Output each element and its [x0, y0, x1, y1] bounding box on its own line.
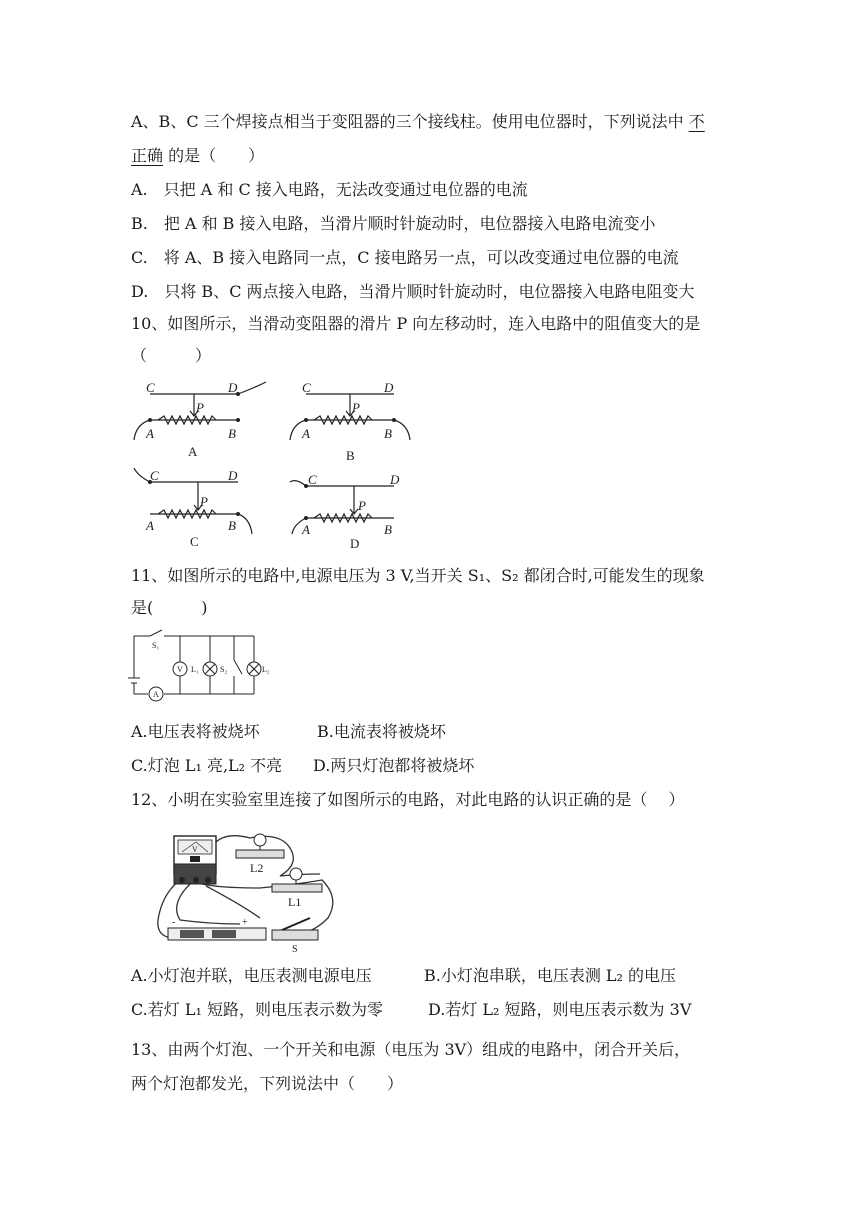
q11-circuit-diagram — [126, 626, 270, 706]
q10-label-d: D — [228, 468, 238, 483]
q11-label-v: V — [177, 665, 183, 674]
q10-label-c: C — [302, 380, 311, 395]
q9-option-b: B. 把 A 和 B 接入电路，当滑片顺时针旋动时，电位器接入电路电流变小 — [131, 214, 656, 233]
q10-label-p: P — [352, 400, 360, 415]
q10-label-d: D — [228, 380, 238, 395]
q9-stem-line1: A、B、C 三个焊接点相当于变阻器的三个接线柱。使用电位器时，下列说法中 不 — [131, 112, 705, 131]
q10-rheostat-figure — [128, 378, 428, 550]
q9-emphasis-1: 不 — [688, 112, 705, 131]
q11-option-a: A.电压表将被烧坏 — [131, 722, 260, 741]
q11-label-s2: S₂ — [220, 665, 228, 674]
q9-option-c: C. 将 A、B 接入电路同一点，C 接电路另一点，可以改变通过电位器的电流 — [131, 248, 679, 267]
q10-label-a: A — [302, 522, 310, 537]
q9-emphasis-2: 正确 — [131, 146, 164, 165]
q11-option-b: B.电流表将被烧坏 — [317, 722, 446, 741]
q12-label-l2: L2 — [250, 861, 264, 875]
q10-label-d: D — [390, 472, 400, 487]
q10-label-c: C — [308, 472, 317, 487]
q10-label-b: B — [384, 522, 392, 537]
q13-stem: 13、由两个灯泡、一个开关和电源（电压为 3V）组成的电路中，闭合开关后， — [131, 1040, 691, 1059]
q11-option-c: C.灯泡 L₁ 亮,L₂ 不亮 — [131, 756, 283, 775]
q13-stem2: 两个灯泡都发光，下列说法中（ ） — [131, 1074, 404, 1093]
q10-label-p: P — [200, 494, 208, 509]
q12-option-d: D.若灯 L₂ 短路，则电压表示数为 3V — [428, 1000, 692, 1019]
q11-option-d: D.两只灯泡都将被烧坏 — [313, 756, 475, 775]
q10-label-d: D — [384, 380, 394, 395]
q12-label-s: S — [292, 944, 298, 955]
q12-label-plus: + — [242, 917, 248, 928]
q12-option-a: A.小灯泡并联，电压表测电源电压 — [131, 966, 372, 985]
q10-label-b: B — [228, 426, 236, 441]
q12-stem: 12、小明在实验室里连接了如图所示的电路，对此电路的认识正确的是（ ） — [131, 790, 685, 809]
q10-label-a: A — [146, 426, 154, 441]
q9-stem-line2: 正确 的是（ ） — [131, 146, 265, 165]
q12-label-v: V — [192, 845, 198, 854]
q11-label-l1: L₁ — [191, 665, 199, 674]
q10-label-p: P — [358, 498, 366, 513]
q10-label-c: C — [150, 468, 159, 483]
q10-panel-label-d: D — [350, 536, 360, 551]
q10-label-b: B — [228, 518, 236, 533]
q10-panel-label-b: B — [346, 448, 355, 463]
q9-option-d: D. 只将 B、C 两点接入电路，当滑片顺时针旋动时，电位器接入电路电阻变大 — [131, 282, 695, 301]
q10-stem: 10、如图所示，当滑动变阻器的滑片 P 向左移动时，连入电路中的阻值变大的是 — [131, 314, 701, 333]
q12-label-l1: L1 — [288, 895, 302, 909]
q10-panel-label-a: A — [188, 444, 198, 459]
q10-label-p: P — [196, 400, 204, 415]
q11-label-s1: S₁ — [152, 641, 160, 650]
q11-stem2: 是( ) — [131, 598, 208, 617]
q10-paren: （ ） — [131, 346, 212, 365]
q10-label-c: C — [146, 380, 155, 395]
q10-label-a: A — [146, 518, 154, 533]
q10-label-b: B — [384, 426, 392, 441]
q11-label-a: A — [153, 690, 159, 699]
q10-panel-label-c: C — [190, 534, 199, 549]
q11-stem: 11、如图所示的电路中,电源电压为 3 V,当开关 S₁、S₂ 都闭合时,可能发生的现象 — [131, 566, 705, 585]
q9-option-a: A. 只把 A 和 C 接入电路，无法改变通过电位器的电流 — [131, 180, 528, 199]
q11-label-l2: L₂ — [262, 665, 270, 674]
q12-option-c: C.若灯 L₁ 短路，则电压表示数为零 — [131, 1000, 383, 1019]
q12-label-minus: - — [172, 917, 176, 928]
q12-circuit-photo — [150, 824, 340, 955]
q12-option-b: B.小灯泡串联，电压表测 L₂ 的电压 — [424, 966, 677, 985]
q10-label-a: A — [302, 426, 310, 441]
